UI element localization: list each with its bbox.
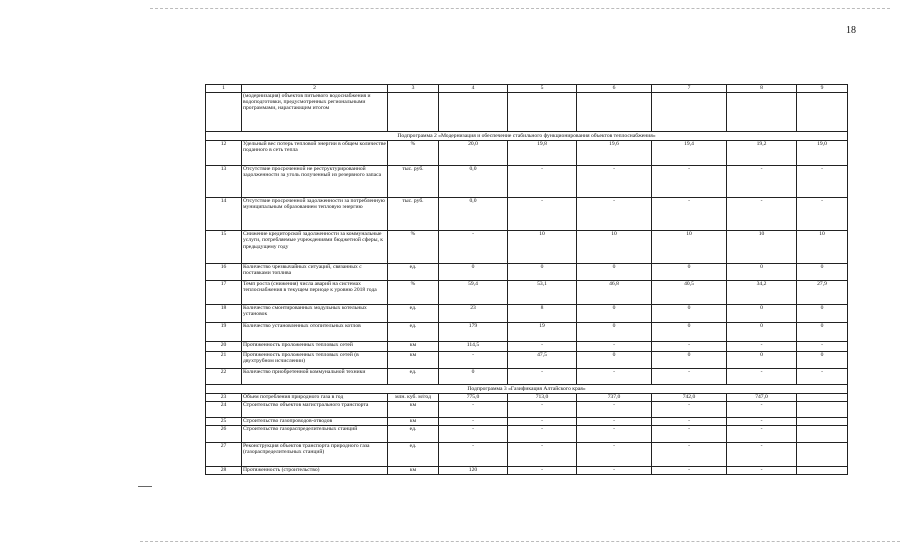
value-cell: 0 bbox=[727, 352, 797, 369]
row-number: 16 bbox=[206, 264, 242, 281]
indicator-name: Количество установленных отопительных котлов bbox=[242, 323, 388, 342]
column-header: 8 bbox=[727, 85, 797, 93]
value-cell: - bbox=[797, 198, 848, 231]
value-cell: 713,0 bbox=[508, 394, 577, 401]
value-cell: 742,0 bbox=[652, 394, 727, 401]
value-cell: - bbox=[439, 417, 508, 425]
value-cell: - bbox=[577, 166, 652, 198]
indicator-name: Удельный вес потерь тепловой энергии в общем количестве поданного в сеть тепла bbox=[242, 141, 388, 166]
value-cell: - bbox=[577, 442, 652, 466]
value-cell: 47,5 bbox=[508, 352, 577, 369]
row-number: 21 bbox=[206, 352, 242, 369]
indicator-name: Отсутствие просроченной не реструктурированной задолженности за уголь полученный из резервного запаса bbox=[242, 166, 388, 198]
row-number: 17 bbox=[206, 281, 242, 305]
value-cell: - bbox=[727, 401, 797, 417]
value-cell bbox=[797, 425, 848, 442]
row-number: 13 bbox=[206, 166, 242, 198]
value-cell: 179 bbox=[439, 323, 508, 342]
margin-tick bbox=[138, 486, 152, 487]
table-row bbox=[206, 401, 848, 417]
value-cell: - bbox=[508, 425, 577, 442]
value-cell: - bbox=[797, 342, 848, 352]
subprogram-title: Подпрограмма 2 «Модернизация и обеспечение стабильного функционирования объектов теплоснабжения» bbox=[206, 132, 848, 141]
value-cell: 0 bbox=[652, 323, 727, 342]
value-cell: 10 bbox=[508, 231, 577, 264]
column-number-row bbox=[206, 85, 848, 93]
value-cell: - bbox=[508, 369, 577, 385]
value-cell: 0 bbox=[797, 305, 848, 323]
value-cell: 0 bbox=[652, 352, 727, 369]
column-header: 2 bbox=[242, 85, 388, 93]
row-number: 28 bbox=[206, 466, 242, 474]
unit-cell: % bbox=[388, 231, 439, 264]
table-row bbox=[206, 394, 848, 401]
value-cell: - bbox=[439, 352, 508, 369]
indicator-name: Реконструкция объектов транспорта природного газа (газораспределительных станций) bbox=[242, 442, 388, 466]
value-cell: 19,2 bbox=[727, 141, 797, 166]
value-cell: 0 bbox=[652, 264, 727, 281]
value-cell: 737,0 bbox=[577, 394, 652, 401]
row-number: 15 bbox=[206, 231, 242, 264]
column-header: 4 bbox=[439, 85, 508, 93]
value-cell: - bbox=[652, 198, 727, 231]
indicator-name: (модернизация) объектов питьевого водоснабжения и водоподготовки, предусмотренных региональными программами, нарастающим итогом bbox=[242, 93, 388, 132]
indicator-name: Строительство объектов магистрального транспорта bbox=[242, 401, 388, 417]
value-cell: - bbox=[727, 425, 797, 442]
value-cell: - bbox=[727, 466, 797, 474]
unit-cell: км bbox=[388, 417, 439, 425]
unit-cell: ед. bbox=[388, 305, 439, 323]
value-cell: 0 bbox=[577, 305, 652, 323]
unit-cell: тыс. руб. bbox=[388, 166, 439, 198]
value-cell: 59,4 bbox=[439, 281, 508, 305]
row-number: 22 bbox=[206, 369, 242, 385]
table-row bbox=[206, 466, 848, 474]
column-header: 6 bbox=[577, 85, 652, 93]
value-cell: 10 bbox=[652, 231, 727, 264]
column-header: 1 bbox=[206, 85, 242, 93]
value-cell: 0 bbox=[577, 323, 652, 342]
value-cell: - bbox=[577, 425, 652, 442]
value-cell: 19,4 bbox=[652, 141, 727, 166]
value-cell: - bbox=[577, 369, 652, 385]
table-row bbox=[206, 93, 848, 132]
value-cell: 0 bbox=[727, 305, 797, 323]
value-cell: - bbox=[439, 231, 508, 264]
value-cell: 10 bbox=[577, 231, 652, 264]
value-cell: - bbox=[797, 166, 848, 198]
row-number: 24 bbox=[206, 401, 242, 417]
table-row bbox=[206, 352, 848, 369]
indicator-name: Темп роста (снижения) числа аварий на системах теплоснабжения в текущем периоде к уровню 2018 года bbox=[242, 281, 388, 305]
unit-cell: млн. куб. м/год bbox=[388, 394, 439, 401]
value-cell: - bbox=[652, 369, 727, 385]
table-row bbox=[206, 342, 848, 352]
value-cell: 19,0 bbox=[797, 141, 848, 166]
indicator-name: Объем потребления природного газа в год bbox=[242, 394, 388, 401]
value-cell: - bbox=[508, 442, 577, 466]
unit-cell: км bbox=[388, 466, 439, 474]
value-cell bbox=[508, 93, 577, 132]
unit-cell: км bbox=[388, 352, 439, 369]
value-cell: - bbox=[727, 166, 797, 198]
value-cell: - bbox=[727, 369, 797, 385]
value-cell bbox=[439, 93, 508, 132]
value-cell: - bbox=[652, 401, 727, 417]
value-cell: - bbox=[652, 466, 727, 474]
indicator-name: Количество приобретенной коммунальной техники bbox=[242, 369, 388, 385]
unit-cell: ед. bbox=[388, 425, 439, 442]
unit-cell: км bbox=[388, 401, 439, 417]
value-cell: - bbox=[652, 417, 727, 425]
table-row bbox=[206, 323, 848, 342]
row-number: 12 bbox=[206, 141, 242, 166]
table-row bbox=[206, 281, 848, 305]
value-cell: 114,5 bbox=[439, 342, 508, 352]
table-row bbox=[206, 166, 848, 198]
indicator-name: Отсутствие просроченной задолженности за потребленную муниципальным образованием тепловую энергию bbox=[242, 198, 388, 231]
value-cell: - bbox=[652, 342, 727, 352]
value-cell bbox=[652, 93, 727, 132]
value-cell: - bbox=[727, 342, 797, 352]
value-cell: 19,6 bbox=[577, 141, 652, 166]
value-cell: 0 bbox=[727, 323, 797, 342]
value-cell: - bbox=[577, 417, 652, 425]
value-cell bbox=[797, 93, 848, 132]
page-number: 18 bbox=[846, 25, 856, 36]
indicator-name: Количество смонтированных модульных котельных установок bbox=[242, 305, 388, 323]
subprogram-title: Подпрограмма 3 «Газификация Алтайского края» bbox=[206, 385, 848, 394]
row-number: 27 bbox=[206, 442, 242, 466]
value-cell: - bbox=[508, 417, 577, 425]
value-cell: - bbox=[577, 466, 652, 474]
value-cell: 747,0 bbox=[727, 394, 797, 401]
scan-edge-top bbox=[150, 8, 890, 9]
value-cell: 0 bbox=[577, 352, 652, 369]
value-cell: 0 bbox=[439, 264, 508, 281]
unit-cell: км bbox=[388, 342, 439, 352]
value-cell: 0,0 bbox=[439, 198, 508, 231]
value-cell: - bbox=[508, 166, 577, 198]
value-cell: 19,8 bbox=[508, 141, 577, 166]
table-row bbox=[206, 425, 848, 442]
unit-cell: % bbox=[388, 281, 439, 305]
unit-cell: % bbox=[388, 141, 439, 166]
value-cell: 23 bbox=[439, 305, 508, 323]
table-row bbox=[206, 231, 848, 264]
unit-cell: ед. bbox=[388, 442, 439, 466]
value-cell: 10 bbox=[797, 231, 848, 264]
value-cell: 0 bbox=[797, 323, 848, 342]
subprogram-header-row bbox=[206, 132, 848, 141]
row-number: 19 bbox=[206, 323, 242, 342]
row-number bbox=[206, 93, 242, 132]
value-cell: - bbox=[727, 198, 797, 231]
indicator-name: Строительство газопроводов-отводов bbox=[242, 417, 388, 425]
value-cell: - bbox=[439, 425, 508, 442]
value-cell bbox=[797, 401, 848, 417]
row-number: 14 bbox=[206, 198, 242, 231]
row-number: 25 bbox=[206, 417, 242, 425]
column-header: 3 bbox=[388, 85, 439, 93]
value-cell: 0,0 bbox=[439, 166, 508, 198]
value-cell: - bbox=[652, 166, 727, 198]
value-cell: 19 bbox=[508, 323, 577, 342]
column-header: 9 bbox=[797, 85, 848, 93]
indicator-name: Протяженность проложенных тепловых сетей (в двухтрубном исчислении) bbox=[242, 352, 388, 369]
value-cell: 10 bbox=[727, 231, 797, 264]
row-number: 23 bbox=[206, 394, 242, 401]
unit-cell: ед. bbox=[388, 264, 439, 281]
value-cell: - bbox=[652, 442, 727, 466]
value-cell: 0 bbox=[727, 264, 797, 281]
row-number: 20 bbox=[206, 342, 242, 352]
row-number: 18 bbox=[206, 305, 242, 323]
value-cell: - bbox=[439, 442, 508, 466]
value-cell: - bbox=[508, 401, 577, 417]
unit-cell bbox=[388, 93, 439, 132]
table-row bbox=[206, 264, 848, 281]
value-cell: 120 bbox=[439, 466, 508, 474]
column-header: 7 bbox=[652, 85, 727, 93]
table-row bbox=[206, 141, 848, 166]
value-cell: 0 bbox=[439, 369, 508, 385]
value-cell: 53,1 bbox=[508, 281, 577, 305]
value-cell: - bbox=[577, 342, 652, 352]
table-row bbox=[206, 442, 848, 466]
value-cell: 40,5 bbox=[652, 281, 727, 305]
indicators-table bbox=[205, 84, 848, 475]
value-cell bbox=[797, 417, 848, 425]
value-cell: 8 bbox=[508, 305, 577, 323]
table-row bbox=[206, 198, 848, 231]
value-cell: - bbox=[652, 425, 727, 442]
indicator-name: Протяженность (строительство) bbox=[242, 466, 388, 474]
value-cell: 775,0 bbox=[439, 394, 508, 401]
unit-cell: ед. bbox=[388, 369, 439, 385]
value-cell: - bbox=[797, 369, 848, 385]
value-cell: - bbox=[577, 198, 652, 231]
indicator-name: Протяженность проложенных тепловых сетей bbox=[242, 342, 388, 352]
indicator-name: Количество чрезвычайных ситуаций, связанных с поставками топлива bbox=[242, 264, 388, 281]
unit-cell: ед. bbox=[388, 323, 439, 342]
value-cell bbox=[797, 442, 848, 466]
value-cell bbox=[727, 93, 797, 132]
value-cell: 20,0 bbox=[439, 141, 508, 166]
value-cell bbox=[797, 466, 848, 474]
value-cell bbox=[577, 93, 652, 132]
table-row bbox=[206, 369, 848, 385]
value-cell: 34,2 bbox=[727, 281, 797, 305]
value-cell: - bbox=[727, 442, 797, 466]
value-cell: 46,8 bbox=[577, 281, 652, 305]
value-cell: - bbox=[439, 401, 508, 417]
indicator-name: Снижение кредиторской задолженности за коммунальные услуги, потребляемые учреждениями бюджетной сферы, к предыдущему году bbox=[242, 231, 388, 264]
table-row bbox=[206, 305, 848, 323]
value-cell: 0 bbox=[577, 264, 652, 281]
row-number: 26 bbox=[206, 425, 242, 442]
value-cell: - bbox=[727, 417, 797, 425]
value-cell: 0 bbox=[508, 264, 577, 281]
column-header: 5 bbox=[508, 85, 577, 93]
value-cell: 0 bbox=[652, 305, 727, 323]
value-cell: - bbox=[508, 466, 577, 474]
value-cell: - bbox=[508, 342, 577, 352]
value-cell: 0 bbox=[797, 264, 848, 281]
table-row bbox=[206, 417, 848, 425]
value-cell bbox=[797, 394, 848, 401]
value-cell: 0 bbox=[797, 352, 848, 369]
value-cell: 27,9 bbox=[797, 281, 848, 305]
indicator-name: Строительство газораспределительных станций bbox=[242, 425, 388, 442]
value-cell: - bbox=[577, 401, 652, 417]
subprogram-header-row bbox=[206, 385, 848, 394]
unit-cell: тыс. руб. bbox=[388, 198, 439, 231]
value-cell: - bbox=[508, 198, 577, 231]
scan-edge-bottom bbox=[140, 541, 900, 542]
